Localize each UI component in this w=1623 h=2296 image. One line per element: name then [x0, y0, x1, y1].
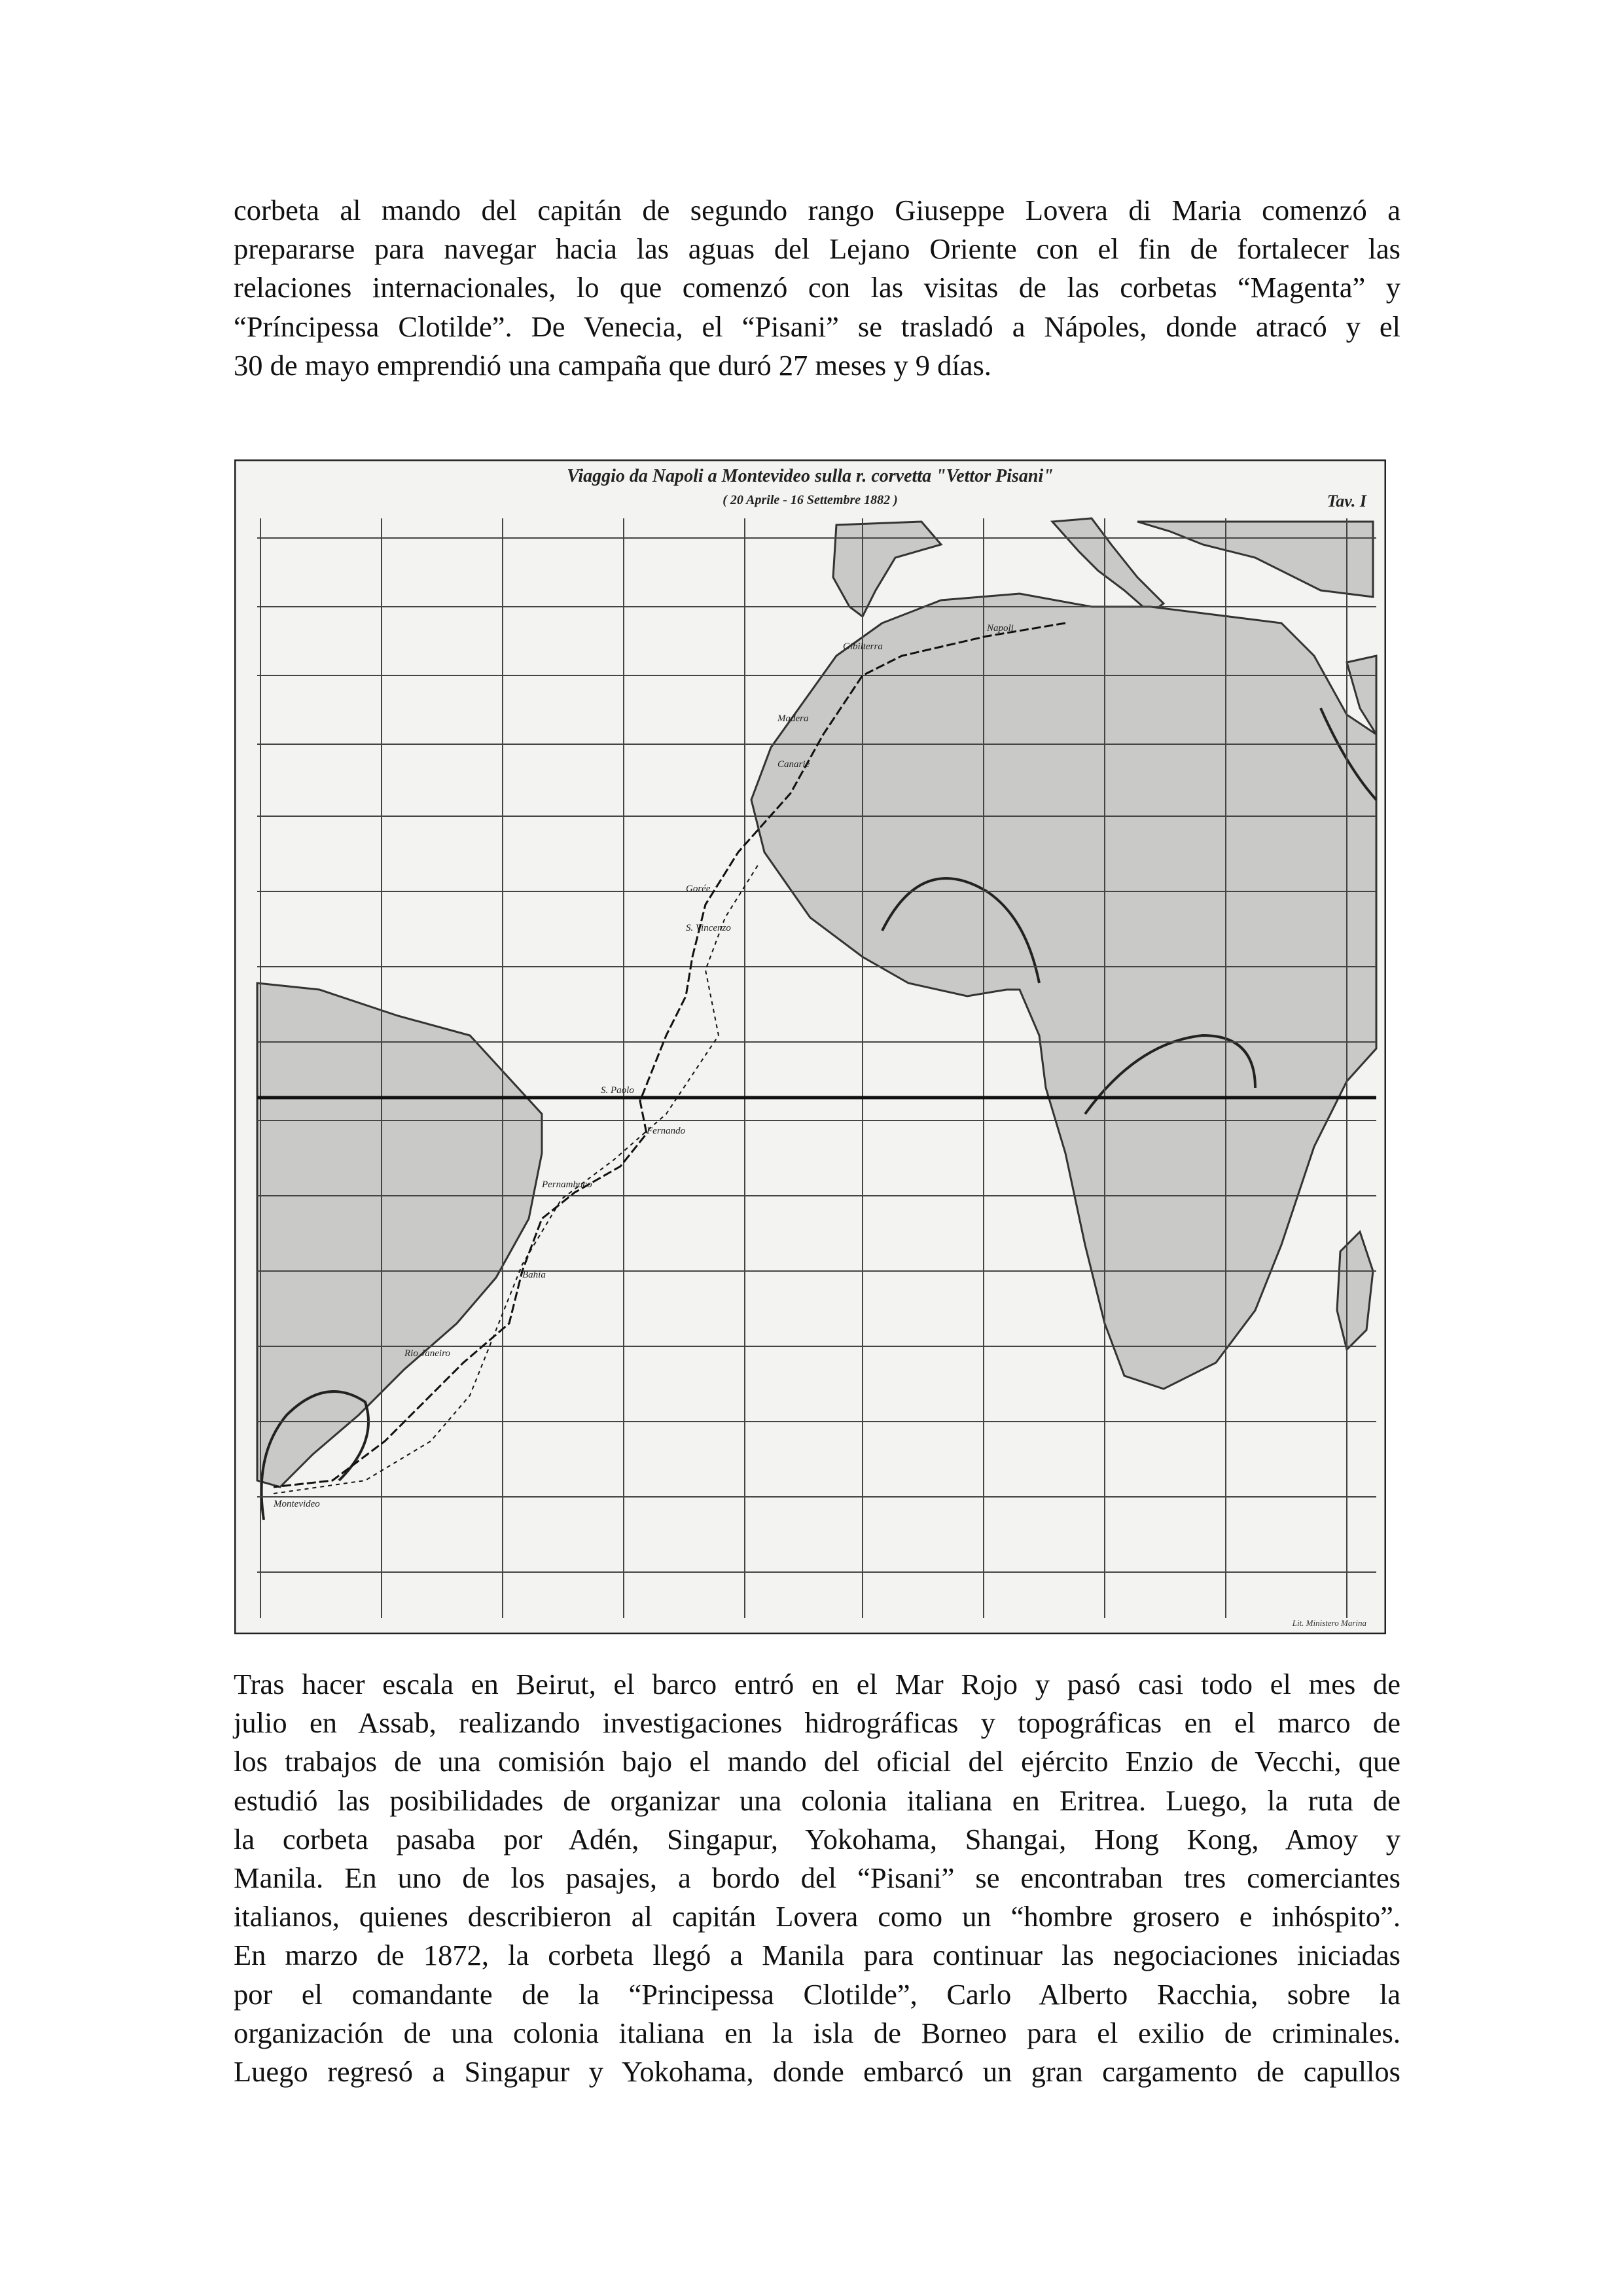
label-s-paolo: S. Paolo: [601, 1085, 634, 1096]
paragraph-1: [234, 191, 1400, 385]
paragraph-2-line: Luego regresó a Singapur y Yokohama, donde embarcó un gran cargamento de capullos: [234, 2054, 1400, 2088]
label-fernando: Fernando: [647, 1126, 686, 1136]
paragraph-2-line: Tras hacer escala en Beirut, el barco entró en el Mar Rojo y pasó casi todo el mes de: [234, 1668, 1400, 1700]
label-gibilterra: Gibilterra: [843, 641, 883, 652]
label-madera: Madera: [777, 713, 809, 724]
paragraph-2-line: los trabajos de una comisión bajo el mando del oficial del ejército Enzio de Vecchi, que: [234, 1745, 1400, 1778]
voyage-map: [234, 459, 1386, 1634]
label-s-vincenzo: S. Vincenzo: [686, 923, 731, 933]
label-pernambuco: Pernambuco: [542, 1179, 592, 1190]
paragraph-2-line: por el comandante de la “Principessa Clotilde”, Carlo Alberto Racchia, sobre la: [234, 1977, 1400, 2011]
paragraph-2: [234, 1665, 1400, 2091]
paragraph-1-line: prepararse para navegar hacia las aguas del Lejano Oriente con el fin de fortalecer las: [234, 232, 1400, 266]
paragraph-2-line: Manila. En uno de los pasajes, a bordo del “Pisani” se encontraban tres comerciantes: [234, 1861, 1400, 1894]
label-canarie: Canarie: [777, 759, 810, 770]
paragraph-1-line: 30 de mayo emprendió una campaña que duró 27 meses y 9 días.: [234, 348, 991, 382]
label-montevideo: Montevideo: [274, 1499, 320, 1509]
label-rio-janeiro: Rio Janeiro: [404, 1348, 450, 1359]
label-goree: Gorée: [686, 884, 711, 894]
paragraph-2-line: julio en Assab, realizando investigaciones hidrográficas y topográficas en el marco de: [234, 1706, 1400, 1740]
label-bahia: Bahia: [522, 1270, 546, 1280]
paragraph-1-line: “Príncipessa Clotilde”. De Venecia, el “Pisani” se trasladó a Nápoles, donde atracó y el: [234, 310, 1400, 343]
map-imprint: Lit. Ministero Marina: [1292, 1618, 1366, 1628]
paragraph-2-line: estudió las posibilidades de organizar una colonia italiana en Eritrea. Luego, la ruta de: [234, 1784, 1400, 1817]
paragraph-2-line: organización de una colonia italiana en la isla de Borneo para el exilio de criminales.: [234, 2016, 1400, 2049]
paragraph-2-line: En marzo de 1872, la corbeta llegó a Manila para continuar las negociaciones iniciadas: [234, 1939, 1400, 1972]
map-subtitle: ( 20 Aprile - 16 Settembre 1882 ): [722, 493, 898, 507]
voyage-map-figure: [234, 459, 1386, 1634]
paragraph-2-line: italianos, quienes describieron al capitán Lovera como un “hombre grosero e inhóspito”.: [234, 1900, 1400, 1933]
paragraph-1-line: corbeta al mando del capitán de segundo rango Giuseppe Lovera di Maria comenzó a: [234, 194, 1400, 226]
paragraph-1-line: relaciones internacionales, lo que comenzó con las visitas de las corbetas “Magenta” y: [234, 271, 1400, 304]
map-plate-label: Tav. I: [1327, 492, 1366, 511]
label-napoli: Napoli: [987, 623, 1014, 634]
paragraph-2-line: la corbeta pasaba por Adén, Singapur, Yokohama, Shangai, Hong Kong, Amoy y: [234, 1822, 1400, 1856]
map-title: Viaggio da Napoli a Montevideo sulla r. corvetta "Vettor Pisani": [567, 466, 1054, 486]
